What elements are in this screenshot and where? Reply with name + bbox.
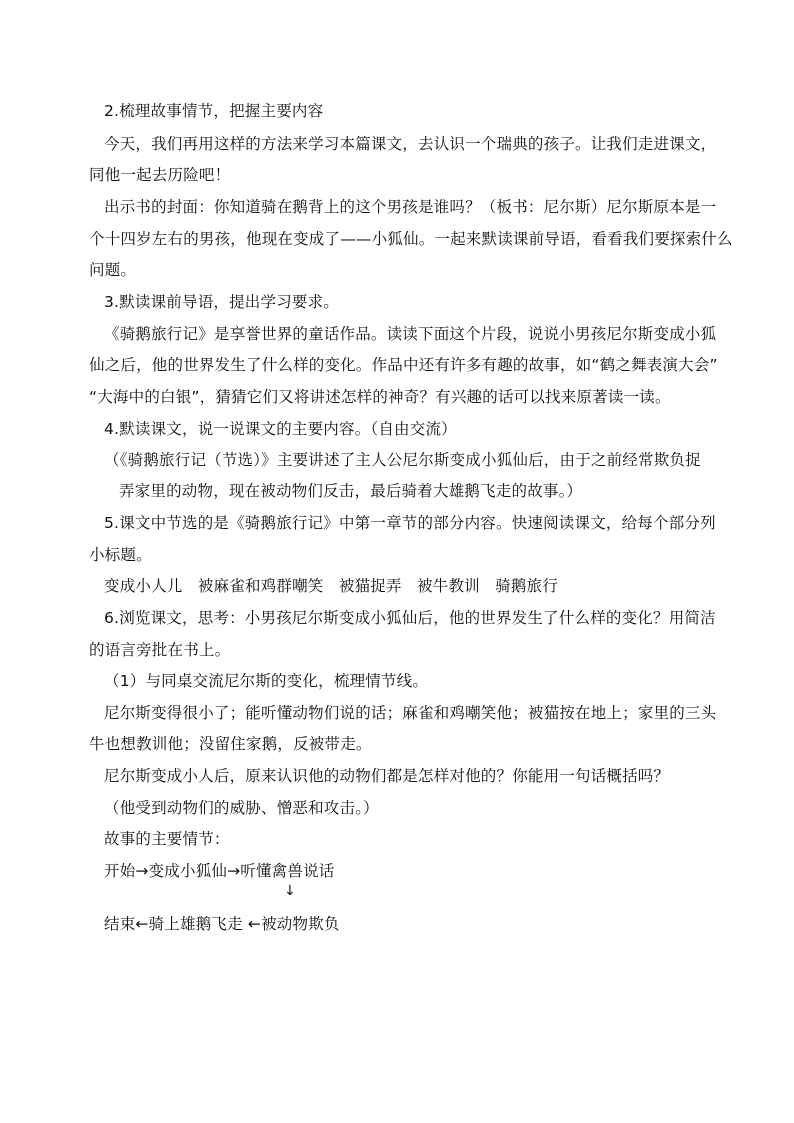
- section-heading-3: 3.默读课前导语，提出学习要求。: [104, 293, 339, 311]
- answer-line: 弄家里的动物，现在被动物们反击，最后骑着大雄鹅飞走的故事。）: [119, 482, 583, 500]
- paragraph-line: 出示书的封面：你知道骑在鹅背上的这个男孩是谁吗？（板书：尼尔斯）尼尔斯原本是一: [104, 198, 717, 216]
- paragraph-line: 今天，我们再用这样的方法来学习本篇课文，去认识一个瑞典的孩子。让我们走进课文，: [104, 135, 717, 153]
- question-line: 尼尔斯变成小人后，原来认识他的动物们都是怎样对他的？你能用一句话概括吗？: [104, 767, 670, 785]
- paragraph-line: 仙之后，他的世界发生了什么样的变化。作品中还有许多有趣的故事，如“鹤之舞表演大会”: [89, 356, 718, 374]
- paragraph-line: 同他一起去历险吧！: [89, 166, 231, 184]
- paragraph-line: 个十四岁左右的男孩，他现在变成了——小狐仙。一起来默读课前导语，看看我们要探索什么: [89, 230, 733, 248]
- paragraph-line: 的语言旁批在书上。: [89, 641, 231, 659]
- paragraph-line: 尼尔斯变得很小了；能听懂动物们说的话；麻雀和鸡嘲笑他；被猫按在地上；家里的三头: [104, 704, 717, 722]
- sub-item-1: （1）与同桌交流尼尔斯的变化，梳理情节线。: [104, 672, 429, 690]
- plot-heading: 故事的主要情节：: [104, 830, 230, 848]
- answer-line: （他受到动物们的威胁、憎恶和攻击。）: [104, 799, 379, 817]
- paragraph-line: “大海中的白银”，猜猜它们又将讲述怎样的神奇？有兴趣的话可以找来原著读一读。: [89, 388, 671, 406]
- paragraph-line: 《骑鹅旅行记》是享誉世界的童话作品。读读下面这个片段，说说小男孩尼尔斯变成小狐: [104, 325, 717, 343]
- section-heading-5: 5.课文中节选的是《骑鹅旅行记》中第一章节的部分内容。快速阅读课文，给每个部分列: [104, 514, 716, 532]
- paragraph-line: 小标题。: [89, 546, 152, 564]
- section-heading-2: 2.梳理故事情节，把握主要内容: [104, 102, 324, 120]
- paragraph-line: 问题。: [89, 261, 137, 279]
- plot-flow-start: 开始→变成小狐仙→听懂禽兽说话: [104, 862, 335, 880]
- section-heading-6: 6.浏览课文，思考：小男孩尼尔斯变成小狐仙后，他的世界发生了什么样的变化？用简洁: [104, 609, 716, 627]
- paragraph-line: 牛也想教训他；没留住家鹅，反被带走。: [89, 735, 372, 753]
- section-heading-4: 4.默读课文，说一说课文的主要内容。（自由交流）: [104, 420, 457, 438]
- plot-flow-end: 结束←骑上雄鹅飞走 ←被动物欺负: [104, 915, 340, 933]
- subtitle-list: 变成小人儿 被麻雀和鸡群嘲笑 被猫捉弄 被牛教训 骑鹅旅行: [104, 577, 559, 595]
- answer-line: （《骑鹅旅行记（节选）》主要讲述了主人公尼尔斯变成小狐仙后，由于之前经常欺负捉: [104, 451, 701, 469]
- down-arrow-icon: ↓: [284, 883, 296, 899]
